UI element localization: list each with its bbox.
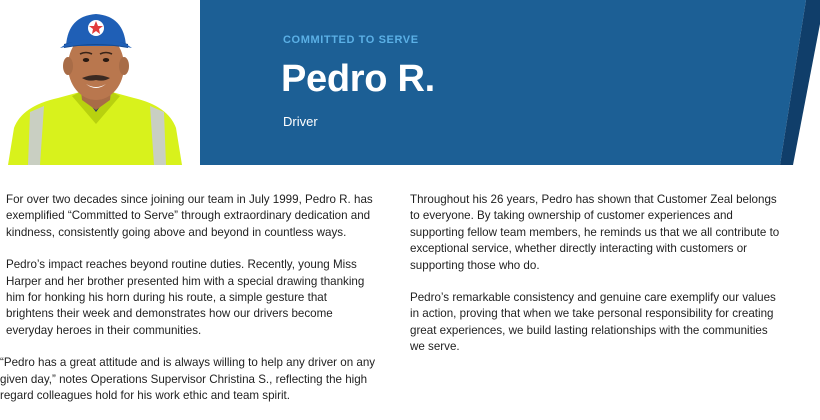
employee-name: Pedro R. <box>281 58 435 100</box>
paragraph: Pedro’s impact reaches beyond routine duties. Recently, young Miss Harper and her brother presented him with a special drawing thanking him for honking his horn during his route, a simple gesture that brightens their week and demonstrates how our drivers become everyday heroes in their communities. <box>6 258 365 337</box>
body-column-right <box>410 192 780 372</box>
employee-role: Driver <box>283 114 318 129</box>
quote-paragraph: “Pedro has a great attitude and is always willing to help any driver on any given day,” notes Operations Supervisor Christina S., reflecting the high regard colleagues hold for his work ethic and team spirit. <box>0 356 376 403</box>
header-banner <box>0 0 820 165</box>
paragraph: For over two decades since joining our team in July 1999, Pedro R. has exemplified “Committed to Serve” through extraordinary dedication and kindness, consistently going above and beyond in countless ways. <box>6 193 373 239</box>
section-eyebrow: COMMITTED TO SERVE <box>283 34 419 46</box>
paragraph: Throughout his 26 years, Pedro has shown that Customer Zeal belongs to everyone. By taking ownership of customer experiences and supporting fellow team members, he reminds us that we all contribute to exceptional service, whether directly interacting with customers or supporting those who do. <box>410 193 780 272</box>
body-column-left <box>0 192 376 420</box>
portrait-photo <box>0 0 200 165</box>
paragraph: Pedro’s remarkable consistency and genuine care exemplify our values in action, proving that when we take personal responsibility for creating great experiences, we build lasting relationships with the communities we serve. <box>410 291 776 354</box>
